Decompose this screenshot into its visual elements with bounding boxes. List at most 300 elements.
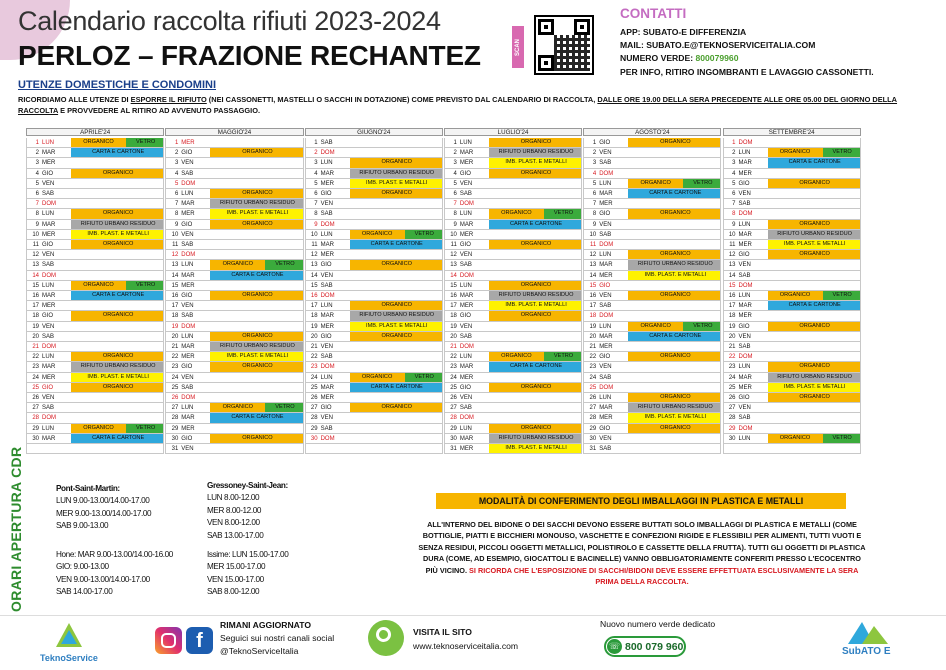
collection-event: IMB. PLAST. E METALLI xyxy=(350,179,443,189)
day-number: 17 xyxy=(32,303,39,310)
day-name: SAB xyxy=(459,333,472,340)
calendar-day-row xyxy=(305,332,443,342)
collection-event: ORGANICO xyxy=(628,424,721,434)
day-number: 27 xyxy=(171,405,179,412)
calendar-day-row xyxy=(26,352,164,362)
calendar-day-row xyxy=(26,413,164,423)
collection-event: CARTA E CARTONE xyxy=(71,434,164,444)
day-number: 11 xyxy=(32,242,39,248)
verde-phone-badge[interactable] xyxy=(604,636,686,657)
calendar-day-row xyxy=(26,332,164,342)
calendar-day-row xyxy=(583,281,721,291)
collection-event: ORGANICO xyxy=(768,393,861,403)
collection-event: CARTA E CARTONE xyxy=(768,158,861,168)
day-name: MAR xyxy=(181,415,195,422)
collection-event: VETRO xyxy=(405,230,443,240)
day-name: GIO xyxy=(320,333,332,340)
calendar-day-row xyxy=(305,393,443,403)
day-number: 12 xyxy=(310,252,318,259)
day-number: 30 xyxy=(171,435,179,442)
day-name: VEN xyxy=(599,150,612,157)
collection-event: ORGANICO xyxy=(210,362,303,372)
calendar-day-row xyxy=(583,373,721,383)
day-name: MAR xyxy=(738,231,752,238)
teknoservice-logo-icon xyxy=(54,621,84,651)
calendar-day-row xyxy=(723,403,861,413)
day-number: 12 xyxy=(32,252,39,259)
calendar-day-row xyxy=(165,413,303,423)
day-number: 6 xyxy=(174,191,179,197)
day-name: SAB xyxy=(599,303,612,310)
day-name: MER xyxy=(599,272,613,279)
day-name: MAR xyxy=(42,293,56,299)
calendar-day-row xyxy=(305,424,443,434)
contacts-verde-number[interactable]: 800079960 xyxy=(695,53,739,63)
calendar-day-row xyxy=(26,383,164,393)
day-number: 21 xyxy=(171,344,179,350)
calendar-day-row xyxy=(444,424,582,434)
day-number: 15 xyxy=(171,282,179,289)
calendar-day-row xyxy=(165,342,303,352)
day-name: SAB xyxy=(320,140,333,146)
day-name: MER xyxy=(738,384,752,391)
day-number: 8 xyxy=(35,211,39,218)
day-number: 16 xyxy=(32,293,39,299)
day-name: SAB xyxy=(181,384,194,391)
social-handle[interactable]: @TeknoServiceItalia xyxy=(220,646,299,656)
day-name: MER xyxy=(42,160,56,167)
collection-event: ORGANICO xyxy=(350,158,443,168)
collection-event: ORGANICO xyxy=(489,281,582,291)
day-number: 17 xyxy=(728,303,736,310)
day-name: GIO xyxy=(599,140,611,146)
collection-event: CARTA E CARTONE xyxy=(71,291,164,301)
day-name: DOM xyxy=(181,323,196,330)
site-title: VISITA IL SITO xyxy=(413,627,472,637)
day-number: 16 xyxy=(171,293,179,299)
day-number: 23 xyxy=(171,364,179,371)
collection-event: RIFIUTO URBANO RESIDUO xyxy=(628,260,721,270)
orari-pont: Pont-Saint-Martin: LUN 9.00-13.00/14.00-17.00 MER 9.00-13.00/14.00-17.00 SAB 9.00-13.00 xyxy=(56,484,152,531)
day-name: MAR xyxy=(599,262,613,269)
day-number: 29 xyxy=(450,425,457,432)
calendar-day-row xyxy=(165,189,303,199)
calendar-day-row xyxy=(26,444,164,454)
calendar-day-row xyxy=(583,403,721,413)
day-number: 24 xyxy=(450,374,457,381)
day-number: 9 xyxy=(174,221,179,228)
day-name: LUN xyxy=(459,211,472,218)
calendar-day-row xyxy=(723,383,861,393)
day-number: 28 xyxy=(310,415,318,422)
day-number: 18 xyxy=(450,313,457,320)
day-name: GIO xyxy=(599,211,611,218)
collection-event: IMB. PLAST. E METALLI xyxy=(489,444,582,454)
collection-event: ORGANICO xyxy=(489,209,544,219)
verde-caption: Nuovo numero verde dedicato xyxy=(600,619,716,629)
collection-event: ORGANICO xyxy=(71,138,126,148)
day-name: MER xyxy=(42,231,56,238)
day-name: LUN xyxy=(181,333,194,340)
calendar-day-row xyxy=(444,281,582,291)
orari-title: ORARI APERTURA CDR xyxy=(8,446,24,612)
collection-event: ORGANICO xyxy=(210,332,303,342)
day-number: 29 xyxy=(32,425,39,432)
calendar-day-row xyxy=(26,373,164,383)
day-number: 13 xyxy=(450,262,457,269)
calendar-day-row xyxy=(583,220,721,230)
calendar-day-row xyxy=(26,209,164,219)
calendar-day-row xyxy=(444,230,582,240)
collection-event: RIFIUTO URBANO RESIDUO xyxy=(489,434,582,444)
collection-event: ORGANICO xyxy=(768,434,823,444)
calendar-day-row xyxy=(305,220,443,230)
day-name: GIO xyxy=(320,191,332,197)
day-name: DOM xyxy=(320,221,335,228)
day-number: 5 xyxy=(732,180,736,187)
day-name: GIO xyxy=(599,354,611,361)
calendar-day-row xyxy=(444,260,582,270)
day-number: 29 xyxy=(310,425,318,432)
day-number: 17 xyxy=(310,303,318,310)
day-name: MAR xyxy=(599,191,613,197)
collection-event: VETRO xyxy=(823,291,861,301)
day-number: 17 xyxy=(450,303,457,310)
day-name: SAB xyxy=(459,262,472,269)
collection-event: ORGANICO xyxy=(350,373,405,383)
calendar-day-row xyxy=(26,291,164,301)
calendar-day-row xyxy=(26,393,164,403)
day-name: MAR xyxy=(738,160,752,167)
day-name: LUN xyxy=(459,354,472,361)
day-name: LUN xyxy=(320,374,333,381)
calendar-day-row xyxy=(444,301,582,311)
calendar-day-row xyxy=(26,281,164,291)
calendar-day-row xyxy=(26,311,164,321)
day-number: 15 xyxy=(589,282,597,289)
calendar-day-row xyxy=(723,373,861,383)
day-number: 25 xyxy=(32,384,39,391)
calendar-day-row xyxy=(723,322,861,332)
collection-event: ORGANICO xyxy=(210,220,303,230)
day-name: LUN xyxy=(599,323,612,330)
calendar-day-row xyxy=(583,332,721,342)
footer-divider xyxy=(0,615,946,616)
calendar-day-row xyxy=(165,434,303,444)
calendar-day-row xyxy=(165,291,303,301)
day-name: GIO xyxy=(42,242,54,248)
day-number: 21 xyxy=(450,344,457,350)
day-name: MER xyxy=(181,282,195,289)
day-number: 2 xyxy=(592,150,597,157)
day-number: 15 xyxy=(728,282,736,289)
calendar-day-row xyxy=(165,373,303,383)
collection-event: CARTA E CARTONE xyxy=(210,413,303,423)
month-header: AGOSTO'24 xyxy=(583,128,721,136)
day-name: LUN xyxy=(42,282,55,289)
day-number: 10 xyxy=(728,231,736,238)
calendar-day-row xyxy=(583,393,721,403)
day-number: 22 xyxy=(589,354,597,361)
day-name: MAR xyxy=(181,201,195,208)
calendar-day-row xyxy=(444,291,582,301)
contacts-info: PER INFO, RITIRO INGOMBRANTI E LAVAGGIO CASSONETTI. xyxy=(620,67,874,77)
calendar-day-row xyxy=(305,148,443,158)
calendar-day-row xyxy=(165,322,303,332)
calendar-day-row xyxy=(444,158,582,168)
day-name: GIO xyxy=(181,364,193,371)
day-number: 19 xyxy=(450,323,457,330)
calendar-day-row xyxy=(444,271,582,281)
day-name: DOM xyxy=(181,252,196,259)
collection-event: RIFIUTO URBANO RESIDUO xyxy=(71,220,164,230)
day-number: 19 xyxy=(589,323,597,330)
day-name: DOM xyxy=(42,344,56,350)
day-name: GIO xyxy=(42,170,54,177)
calendar-day-row xyxy=(723,362,861,372)
collection-event: VETRO xyxy=(265,403,303,413)
day-name: MAR xyxy=(320,313,334,320)
intro-text: RICORDIAMO ALLE UTENZE DI ESPORRE IL RIFIUTO (NEI CASSONETTI, MASTELLI O SACCHI IN DOTAZIONE) COME PREVISTO DAL CALENDARIO DI RACCOLTA, DALLE ORE 19.00 DELLA SERA PRECEDENTE ALLE ORE 05.00 DEL GIORNO DELLA RACCOLTA E PROVVEDERE AL RITIRO AD AVVENUTO PASSAGGIO. xyxy=(18,95,898,115)
calendar-day-row xyxy=(583,424,721,434)
calendar-day-row xyxy=(26,260,164,270)
day-name: VEN xyxy=(738,262,751,269)
day-name: MER xyxy=(181,425,195,432)
site-url[interactable]: www.teknoserviceitalia.com xyxy=(413,641,519,651)
calendar-day-row xyxy=(583,199,721,209)
calendar-day-row xyxy=(305,179,443,189)
calendar-day-row xyxy=(305,199,443,209)
calendar-day-row xyxy=(583,250,721,260)
day-number: 30 xyxy=(310,435,318,442)
collection-event: IMB. PLAST. E METALLI xyxy=(71,230,164,240)
day-name: GIO xyxy=(181,221,193,228)
day-name: MER xyxy=(738,170,752,177)
day-number: 22 xyxy=(450,354,457,361)
day-name: MAR xyxy=(181,344,195,350)
day-name: MER xyxy=(459,231,474,238)
day-name: GIO xyxy=(738,252,750,259)
day-number: 13 xyxy=(589,262,597,269)
day-name: MAR xyxy=(42,221,56,228)
calendar-day-row xyxy=(723,444,861,454)
day-name: MER xyxy=(599,201,613,208)
day-number: 4 xyxy=(35,170,39,177)
day-number: 25 xyxy=(171,384,179,391)
day-number: 3 xyxy=(732,160,736,167)
calendar-day-row xyxy=(305,169,443,179)
calendar-day-row xyxy=(444,169,582,179)
day-name: SAB xyxy=(320,354,333,361)
calendar-day-row xyxy=(723,260,861,270)
calendar-day-row xyxy=(26,434,164,444)
day-number: 28 xyxy=(171,415,179,422)
calendar-day-row xyxy=(305,301,443,311)
calendar-day-row xyxy=(444,413,582,423)
collection-event: ORGANICO xyxy=(350,189,443,199)
month-header: LUGLIO'24 xyxy=(444,128,582,136)
scan-badge: SCAN xyxy=(512,26,524,68)
calendar-day-row xyxy=(305,342,443,352)
day-name: SAB xyxy=(320,425,333,432)
calendar-day-row xyxy=(723,240,861,250)
day-number: 24 xyxy=(32,374,39,381)
day-number: 28 xyxy=(728,415,736,422)
calendar-day-row xyxy=(165,271,303,281)
calendar-day-row xyxy=(26,158,164,168)
day-name: LUN xyxy=(181,191,194,197)
day-name: VEN xyxy=(42,252,55,259)
day-name: GIO xyxy=(181,293,193,299)
day-name: SAB xyxy=(181,242,194,248)
day-number: 14 xyxy=(450,272,457,279)
day-name: DOM xyxy=(738,425,753,432)
day-name: VEN xyxy=(738,405,751,412)
day-name: MER xyxy=(320,252,334,259)
calendar-day-row xyxy=(723,189,861,199)
day-number: 26 xyxy=(728,395,736,401)
day-name: DOM xyxy=(181,395,196,401)
calendar-day-row xyxy=(165,148,303,158)
day-number: 22 xyxy=(171,354,179,361)
day-number: 6 xyxy=(592,191,597,197)
day-name: VEN xyxy=(320,415,333,422)
calendar-day-row xyxy=(583,383,721,393)
contacts-title: CONTATTI xyxy=(620,6,687,21)
day-name: VEN xyxy=(320,272,333,279)
day-number: 7 xyxy=(35,201,39,208)
day-name: MAR xyxy=(459,293,474,299)
day-number: 3 xyxy=(35,160,39,167)
day-number: 15 xyxy=(32,282,39,289)
day-number: 20 xyxy=(450,333,457,340)
day-name: GIO xyxy=(459,170,471,177)
calendar-day-row xyxy=(26,189,164,199)
calendar-day-row xyxy=(583,322,721,332)
month-header: MAGGIO'24 xyxy=(165,128,303,136)
day-number: 29 xyxy=(589,425,597,432)
day-number: 15 xyxy=(310,282,318,289)
calendar-day-row xyxy=(723,311,861,321)
qr-code-icon[interactable] xyxy=(534,15,594,75)
collection-event: CARTA E CARTONE xyxy=(350,240,443,250)
day-number: 26 xyxy=(450,395,457,401)
calendar-day-row xyxy=(165,383,303,393)
collection-event: ORGANICO xyxy=(71,424,126,434)
day-name: VEN xyxy=(320,344,333,350)
calendar-day-row xyxy=(26,322,164,332)
calendar-day-row xyxy=(165,240,303,250)
collection-event: ORGANICO xyxy=(71,240,164,250)
day-number: 14 xyxy=(310,272,318,279)
collection-event: ORGANICO xyxy=(628,322,683,332)
collection-event: ORGANICO xyxy=(768,148,823,158)
contacts-app: APP: SUBATO-E DIFFERENZIA xyxy=(620,27,747,37)
day-name: MER xyxy=(320,323,334,330)
day-name: SAB xyxy=(459,405,472,412)
collection-event: ORGANICO xyxy=(489,352,544,362)
day-number: 8 xyxy=(592,211,597,218)
page-subtitle: PERLOZ – FRAZIONE RECHANTEZ xyxy=(18,40,481,71)
day-number: 16 xyxy=(310,293,318,299)
calendar-day-row xyxy=(305,271,443,281)
day-name: LUN xyxy=(42,425,55,432)
day-name: MAR xyxy=(320,170,334,177)
day-name: MAR xyxy=(42,364,56,371)
calendar-day-row xyxy=(305,240,443,250)
calendar-day-row xyxy=(305,362,443,372)
day-name: LUN xyxy=(459,282,472,289)
day-name: GIO xyxy=(599,425,611,432)
day-name: DOM xyxy=(42,201,56,208)
day-name: DOM xyxy=(599,313,614,320)
collection-event: ORGANICO xyxy=(489,424,582,434)
calendar-day-row xyxy=(723,413,861,423)
collection-event: RIFIUTO URBANO RESIDUO xyxy=(628,403,721,413)
day-number: 20 xyxy=(589,333,597,340)
day-number: 19 xyxy=(171,323,179,330)
collection-event: IMB. PLAST. E METALLI xyxy=(628,271,721,281)
day-number: 7 xyxy=(732,201,736,208)
collection-event: VETRO xyxy=(126,424,164,434)
day-number: 20 xyxy=(310,333,318,340)
collection-event: ORGANICO xyxy=(71,281,126,291)
calendar-day-row xyxy=(723,393,861,403)
day-name: MER xyxy=(459,303,474,310)
day-name: LUN xyxy=(42,354,55,361)
calendar-day-row xyxy=(723,301,861,311)
day-number: 21 xyxy=(589,344,597,350)
calendar-day-row xyxy=(165,424,303,434)
calendar-day-row xyxy=(723,148,861,158)
social-text: Seguici sui nostri canali social xyxy=(220,633,335,643)
social-title: RIMANI AGGIORNATO xyxy=(220,620,312,630)
day-name: SAB xyxy=(42,262,55,269)
day-name: LUN xyxy=(459,425,472,432)
day-number: 27 xyxy=(450,405,457,412)
day-number: 18 xyxy=(32,313,39,320)
day-number: 1 xyxy=(453,140,457,146)
calendar-day-row xyxy=(305,260,443,270)
contacts-mail[interactable]: MAIL: SUBATO.E@TEKNOSERVICEITALIA.COM xyxy=(620,40,816,50)
calendar-day-row xyxy=(723,250,861,260)
collection-event: CARTA E CARTONE xyxy=(489,362,582,372)
calendar-day-row xyxy=(26,148,164,158)
day-name: SAB xyxy=(42,191,55,197)
day-name: SAB xyxy=(320,282,333,289)
day-name: LUN xyxy=(738,364,751,371)
facebook-icon[interactable]: f xyxy=(186,627,213,654)
calendar-day-row xyxy=(583,413,721,423)
day-name: DOM xyxy=(599,170,614,177)
day-number: 14 xyxy=(171,272,179,279)
day-number: 3 xyxy=(453,160,457,167)
day-number: 4 xyxy=(592,170,597,177)
day-name: VEN xyxy=(599,221,612,228)
day-number: 10 xyxy=(310,231,318,238)
day-name: MAR xyxy=(459,364,474,371)
day-name: GIO xyxy=(738,395,750,401)
day-number: 25 xyxy=(589,384,597,391)
calendar-day-row xyxy=(583,158,721,168)
day-number: 22 xyxy=(310,354,318,361)
day-number: 28 xyxy=(450,415,457,422)
day-number: 30 xyxy=(32,435,39,442)
day-name: MAR xyxy=(320,384,334,391)
day-number: 29 xyxy=(171,425,179,432)
day-name: LUN xyxy=(738,293,751,299)
day-number: 11 xyxy=(172,242,179,248)
